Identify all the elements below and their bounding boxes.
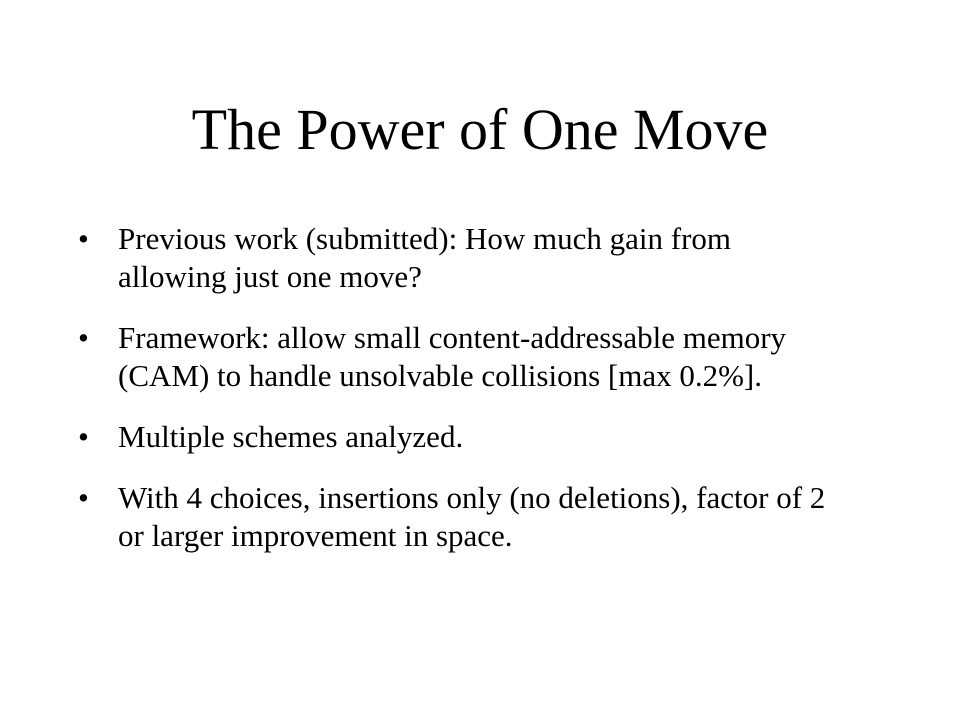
bullet-text: Framework: allow small content-addressable memory (CAM) to handle unsolvable collisions [max 0.2%].	[118, 320, 787, 393]
bullet-item	[78, 319, 838, 395]
bullet-icon: •	[78, 480, 89, 515]
bullet-text: With 4 choices, insertions only (no deletions), factor of 2 or larger improvement in space.	[118, 480, 826, 553]
bullet-item	[78, 479, 838, 555]
bullet-icon: •	[78, 320, 89, 355]
bullet-icon: •	[78, 221, 89, 256]
bullet-icon: •	[78, 419, 89, 454]
slide-title: The Power of One Move	[191, 97, 769, 162]
bullet-list	[78, 220, 838, 578]
bullet-item	[78, 220, 838, 296]
bullet-text: Multiple schemes analyzed.	[118, 419, 464, 454]
bullet-text: Previous work (submitted): How much gain from allowing just one move?	[118, 221, 732, 294]
bullet-item	[78, 418, 838, 456]
